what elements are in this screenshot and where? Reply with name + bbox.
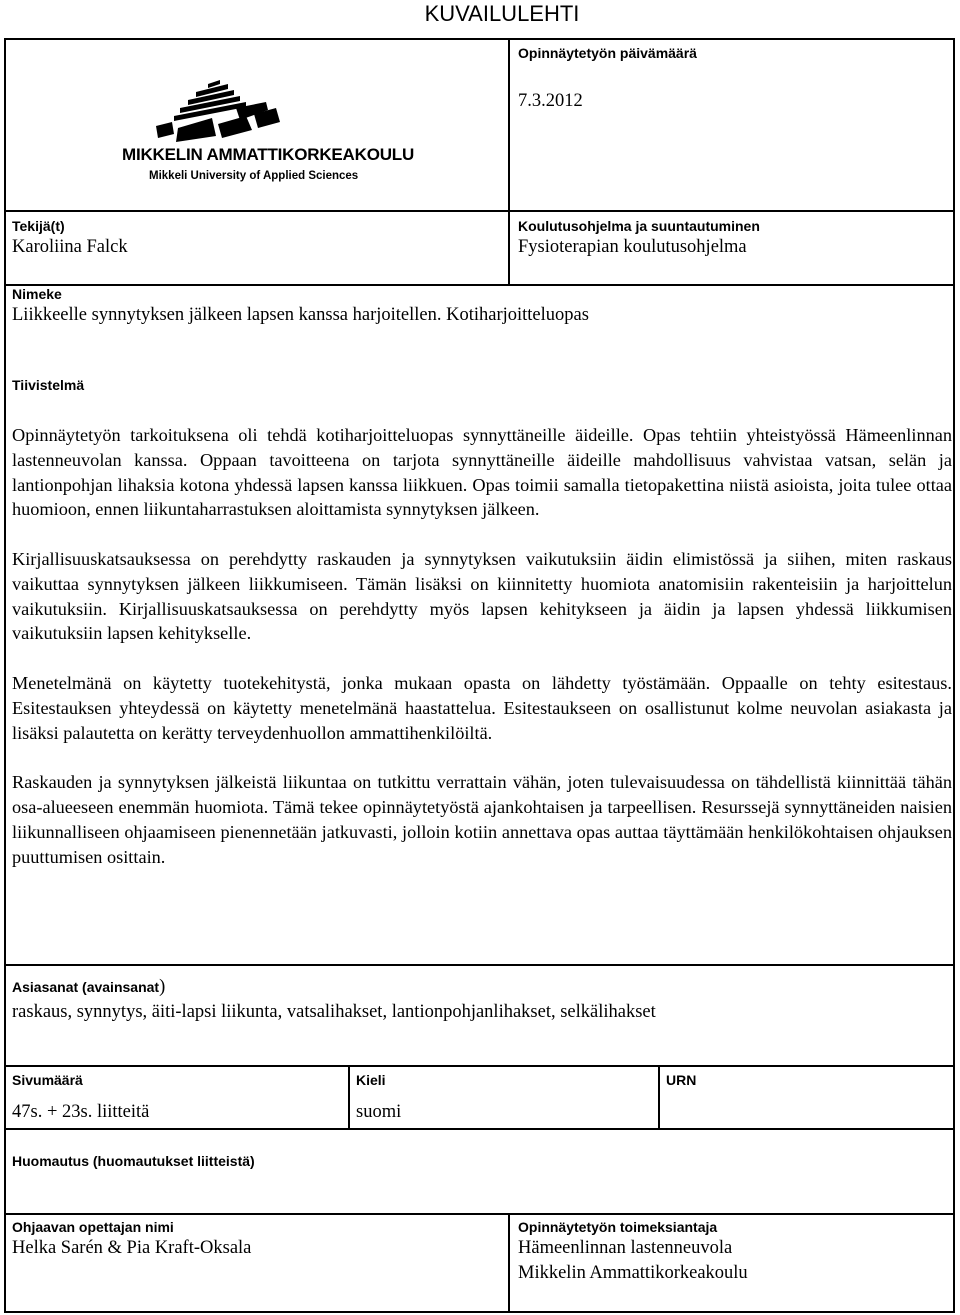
logo-name: MIKKELIN AMMATTIKORKEAKOULU (122, 145, 415, 164)
author-value: Karoliina Falck (12, 237, 128, 257)
name-label: Nimeke (12, 286, 62, 302)
author-label: Tekijä(t) (12, 218, 65, 234)
commissioner-line: Hämeenlinnan lastenneuvola (518, 1238, 733, 1258)
logo-cell (6, 40, 506, 210)
language-value: suomi (356, 1102, 402, 1122)
notes-label: Huomautus (huomautukset liitteistä) (12, 1153, 255, 1169)
date-label: Opinnäytetyön päivämäärä (518, 45, 697, 61)
urn-label: URN (666, 1072, 697, 1088)
author-cell (12, 218, 502, 259)
abstract-cell (12, 377, 952, 894)
name-value: Liikkeelle synnytyksen jälkeen lapsen kanssa harjoitellen. Kotiharjoitteluopas (12, 305, 589, 325)
supervisor-value: Helka Sarén & Pia Kraft-Oksala (12, 1238, 252, 1258)
supervisor-cell (12, 1219, 502, 1260)
language-label: Kieli (356, 1072, 386, 1088)
keywords-label: Asiasanat (avainsanat (12, 979, 160, 995)
name-cell (12, 286, 947, 327)
abstract-paragraph: Kirjallisuuskatsauksessa on perehdytty raskauden ja synnytyksen vaikutuksiin äidin elimistössä ja siihen, miten raskaus vaikuttaa synnytyksen jälkeen liikkumiseen. Tämän lisäksi on kiinnitetty huomiota anatomisiin rakenteisiin ja harjoittelun vaikutuksiin. Kirjallisuuskatsauksessa on perehdytty myös lapsen kehitykseen ja äidin ja lapsen yhdessä liikkumisen vaikutuksiin lapsen kehitykselle. (12, 548, 952, 644)
page-title: KUVAILULEHTI (424, 1, 580, 26)
commissioner-label: Opinnäytetyön toimeksiantaja (518, 1219, 718, 1235)
urn-cell (666, 1072, 946, 1100)
notes-cell (12, 1153, 947, 1170)
commissioner-line: Mikkelin Ammattikorkeakoulu (518, 1263, 748, 1283)
school-logo-icon (116, 78, 286, 148)
pages-value: 47s. + 23s. liitteitä (12, 1102, 150, 1122)
abstract-paragraph: Opinnäytetyön tarkoituksena oli tehdä kotiharjoitteluopas synnyttäneille äideille. Opas tehtiin yhteistyössä Hämeenlinnan lastenneuvolan kanssa. Oppaan tavoitteena on tarjota synnyttäneille äideille mahdollisuus vahvistaa vatsan, selän ja lantionpohjan lihaksia kotona yhdessä lapsen kanssa liikkuen. Opas toimii samalla tietopakettina niistä asioista, joita tulee ottaa huomioon, ennen liikuntaharrastuksen aloittamista synnytyksen jälkeen. (12, 425, 952, 520)
commissioner-cell (518, 1219, 948, 1285)
date-cell (518, 45, 948, 113)
programme-value: Fysioterapian koulutusohjelma (518, 237, 747, 257)
description-form (4, 38, 955, 1313)
programme-cell (518, 218, 948, 259)
supervisor-label: Ohjaavan opettajan nimi (12, 1219, 174, 1235)
keywords-value: raskaus, synnytys, äiti-lapsi liikunta, vatsalihakset, lantionpohjanlihakset, selkälihakset (12, 1002, 656, 1022)
pages-cell (12, 1072, 342, 1124)
abstract-body (12, 423, 952, 869)
abstract-label: Tiivistelmä (12, 377, 85, 393)
language-cell (356, 1072, 656, 1124)
logo-subtitle: Mikkeli University of Applied Sciences (149, 170, 359, 182)
date-value: 7.3.2012 (518, 91, 583, 111)
abstract-paragraph: Raskauden ja synnytyksen jälkeistä liikuntaa on tutkittu verrattain vähän, joten tulevaisuudessa on tähdellistä kiinnittää tähän osa-alueeseen enemmän huomiota. Tämä tekee opinnäytetyöstä ajankohtaisen ja tarpeellisen. Resurssejä synnyttäneiden naisien liikunnalliseen ohjaamiseen pienennetään jatkuvasti, jolloin kotiin annettava opas auttaa täyttämään henkilökohtaisen ohjauksen puuttumisen osittain. (12, 772, 952, 867)
pages-label: Sivumäärä (12, 1072, 83, 1088)
keywords-label-paren: ) (159, 977, 166, 997)
programme-label: Koulutusohjelma ja suuntautuminen (518, 218, 760, 234)
abstract-paragraph: Menetelmänä on käytetty tuotekehitystä, jonka mukaan opasta on lähdetty työstämään. Oppaalle on tehty esitestaus. Esitestauksen yhteydessä on käytetty menetelmänä haastattelua. Esitestaukseen on osallistunut kolme neuvolan asiakasta ja lisäksi palautetta on kerätty terveydenhuollon ammattihenkilöiltä. (12, 672, 952, 743)
keywords-cell (12, 975, 947, 1024)
